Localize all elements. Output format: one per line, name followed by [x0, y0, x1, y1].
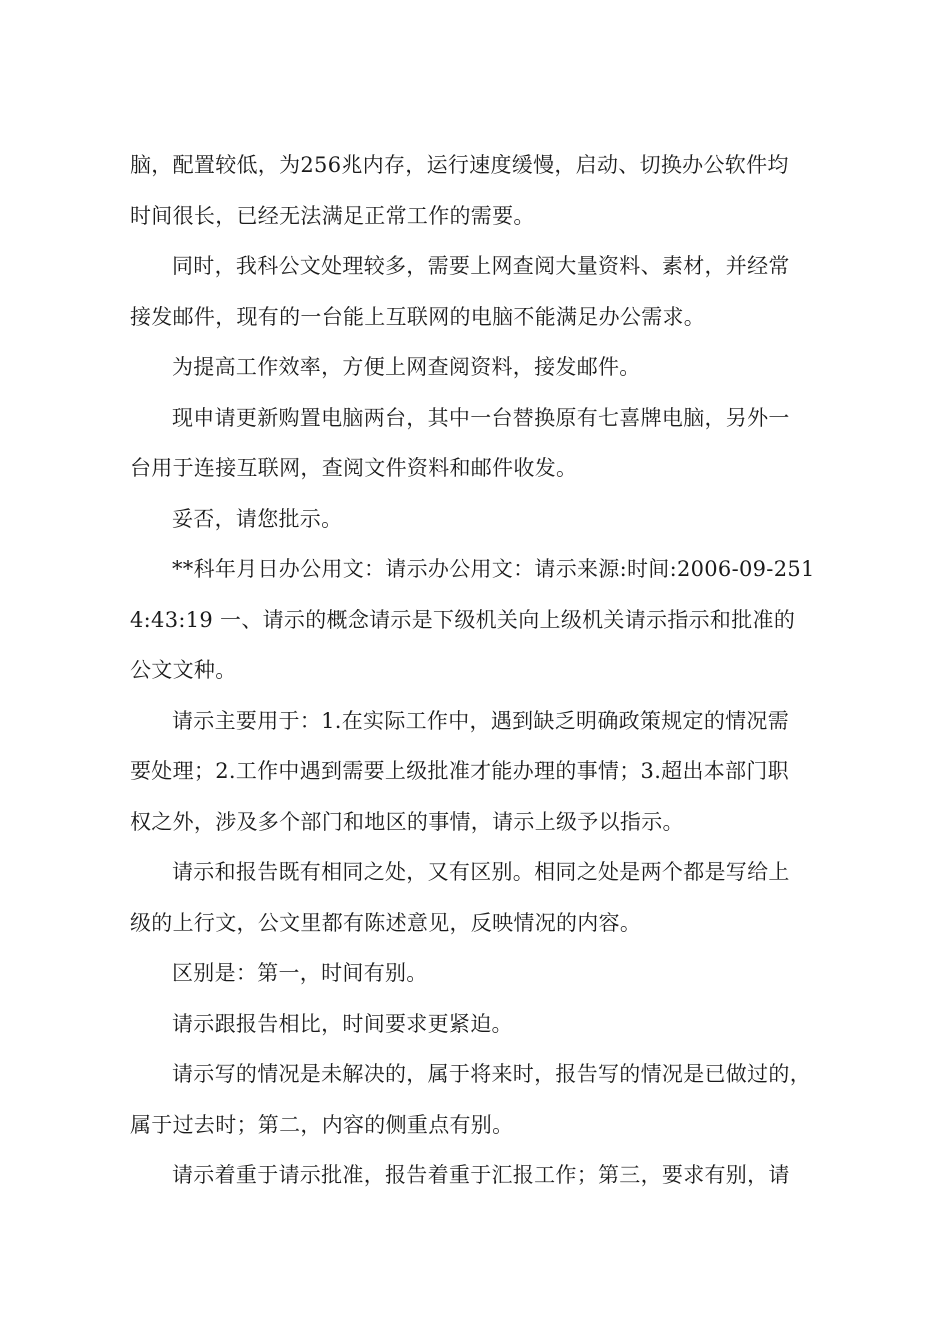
paragraph: 脑，配置较低，为256兆内存，运行速度缓慢，启动、切换办公软件均 时间很长，已经无法满足正常工作的需要。: [130, 153, 789, 228]
paragraph: 为提高工作效率，方便上网查阅资料，接发邮件。: [172, 355, 641, 379]
paragraph: 同时，我科公文处理较多，需要上网查阅大量资料、素材，并经常 接发邮件，现有的一台能上互联网的电脑不能满足办公需求。: [130, 254, 790, 329]
paragraph: 请示主要用于：1.在实际工作中，遇到缺乏明确政策规定的情况需 要处理；2.工作中遇到需要上级批准才能办理的事情；3.超出本部门职 权之外，涉及多个部门和地区的事情，请示上级予以指示。: [130, 708, 790, 834]
paragraph: 妥否，请您批示。: [172, 506, 343, 531]
paragraph: 请示和报告既有相同之处，又有区别。相同之处是两个都是写给上 级的上行文，公文里都有陈述意见，反映情况的内容。: [130, 860, 790, 935]
document-body: [130, 140, 830, 1201]
paragraph: 请示跟报告相比，时间要求更紧迫。: [172, 1011, 513, 1036]
paragraph: 区别是：第一，时间有别。: [172, 961, 428, 985]
paragraph: 请示着重于请示批准，报告着重于汇报工作；第三，要求有别，请: [172, 1163, 790, 1187]
paragraph: 请示写的情况是未解决的，属于将来时，报告写的情况是已做过的， 属于过去时；第二，内容的侧重点有别。: [130, 1062, 811, 1137]
paragraph: 现申请更新购置电脑两台，其中一台替换原有七喜牌电脑，另外一 台用于连接互联网，查阅文件资料和邮件收发。: [130, 405, 790, 480]
paragraph: **科年月日办公用文：请示办公用文：请示来源:时间:2006-09-251 4:43:19 一、请示的概念请示是下级机关向上级机关请示指示和批准的 公文文种。: [130, 557, 815, 682]
